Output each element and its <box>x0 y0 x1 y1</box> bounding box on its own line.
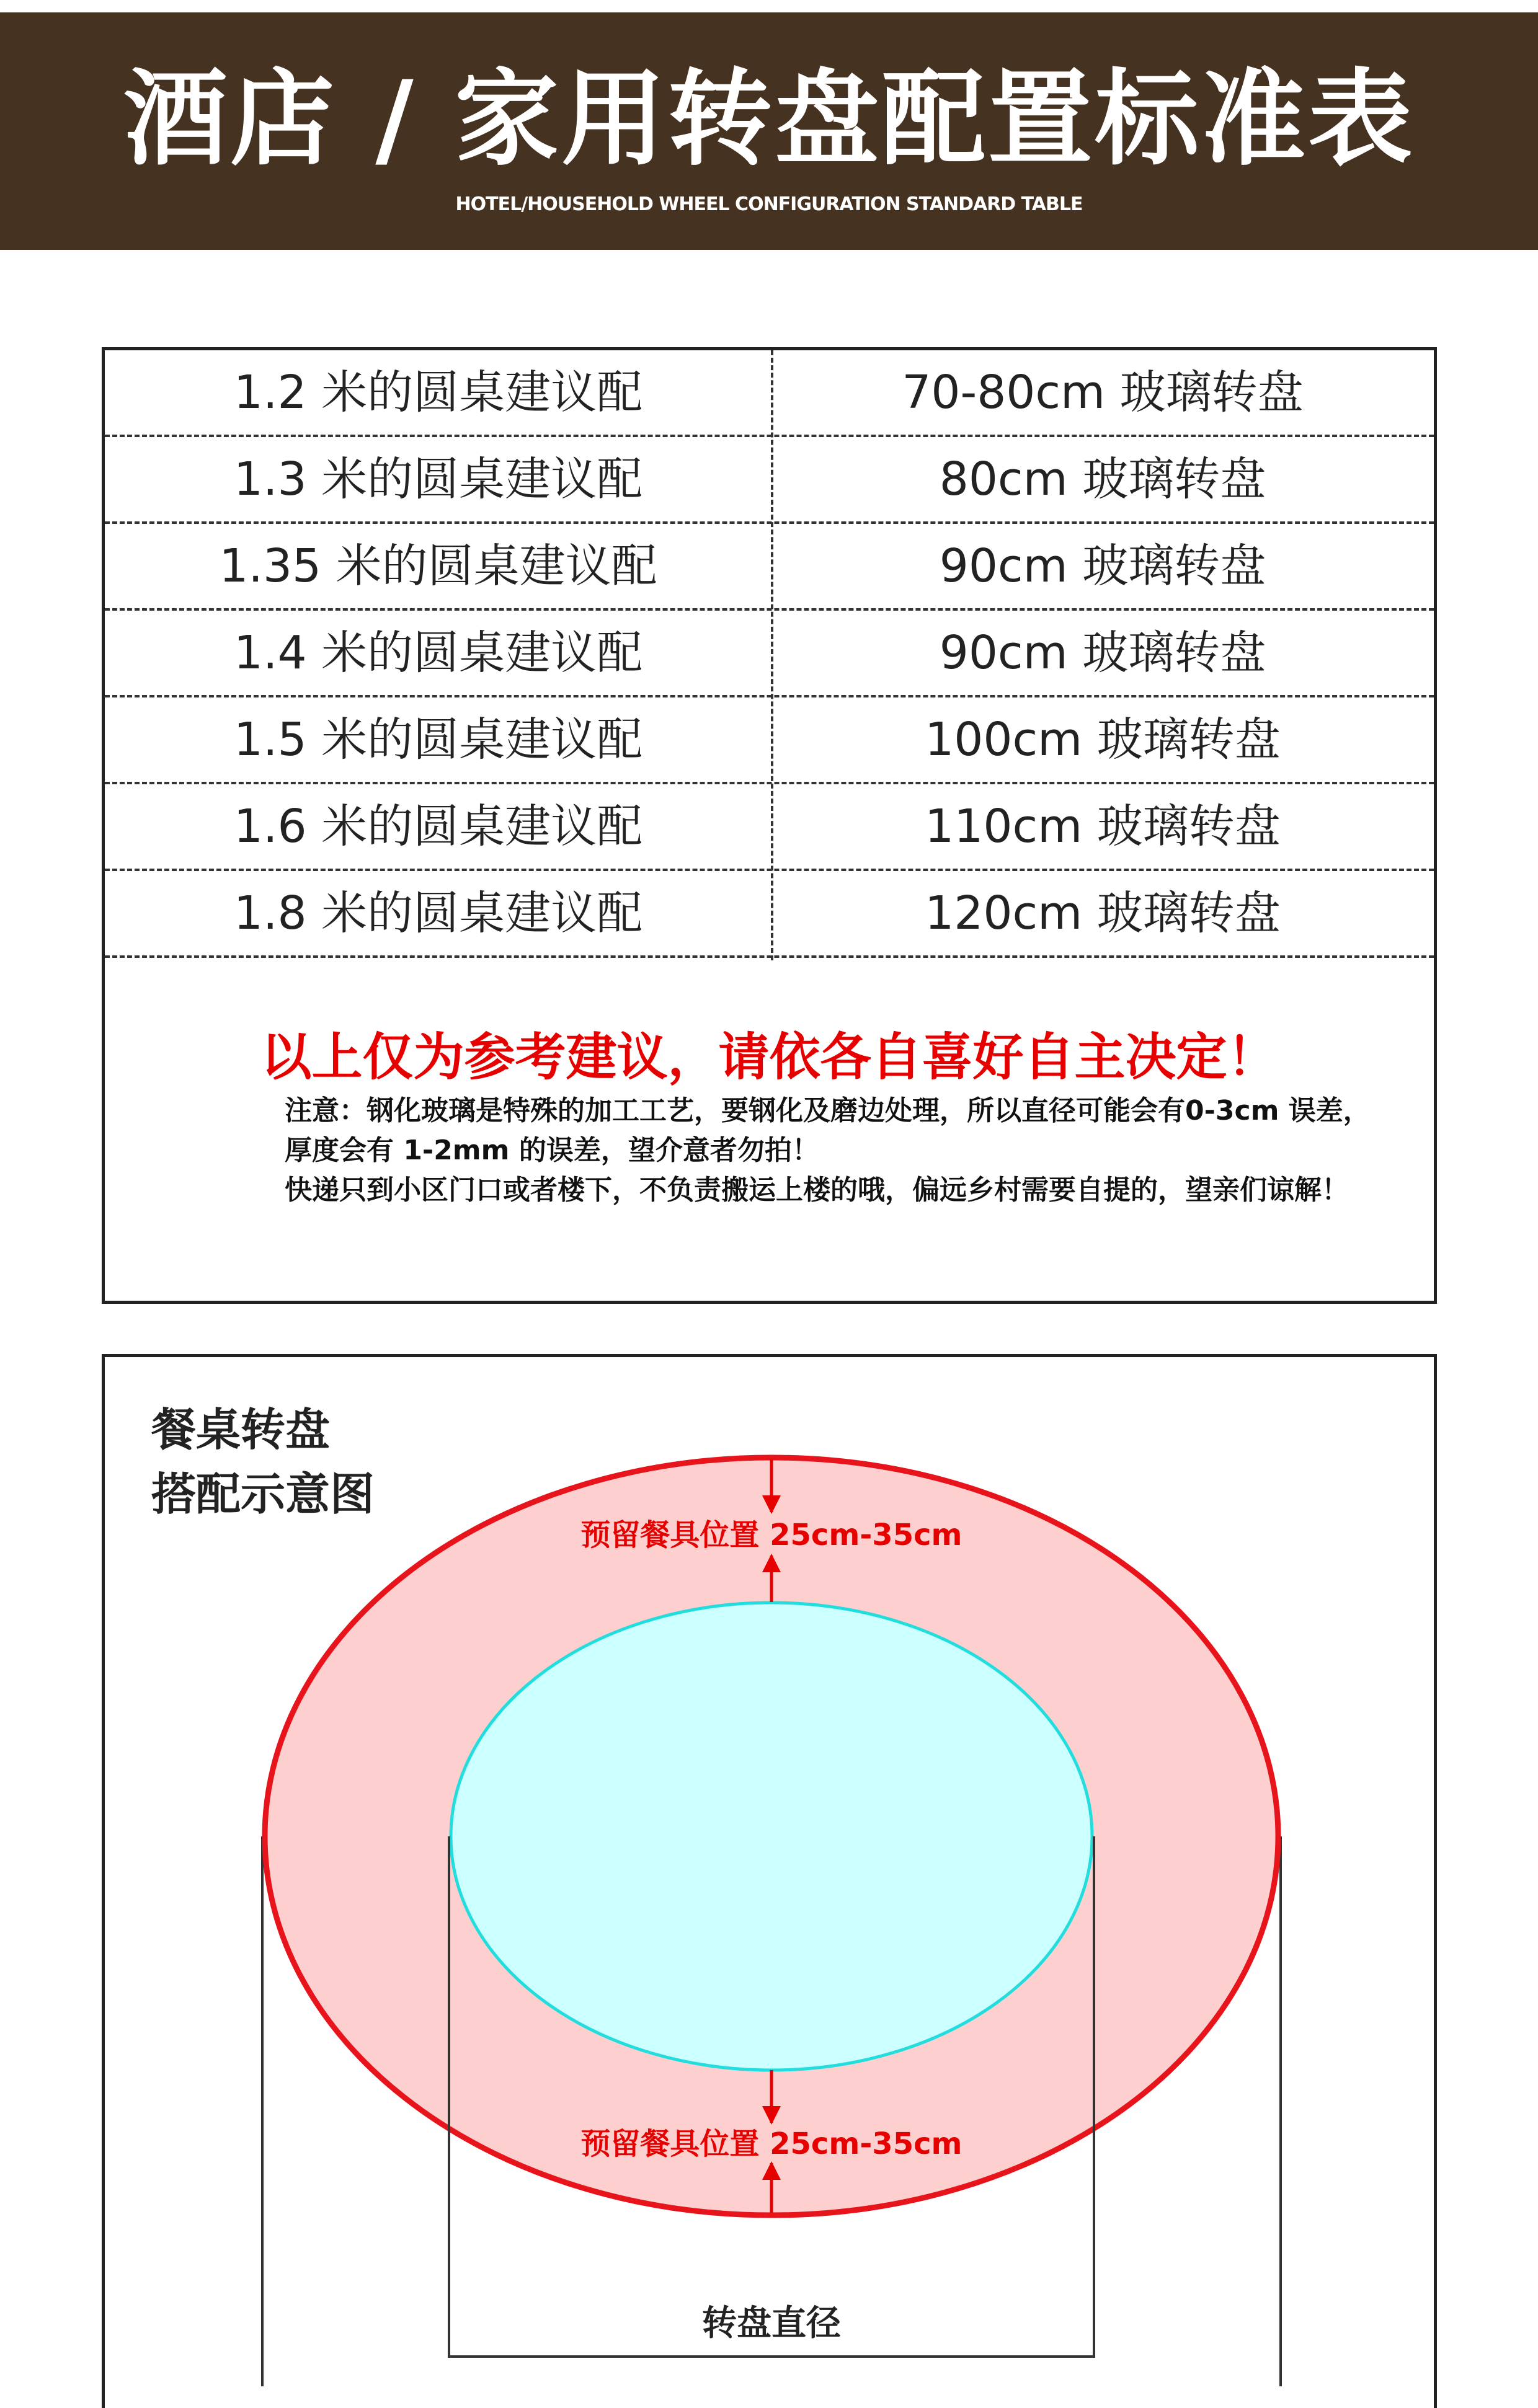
wheel-diameter-label: 转盘直径 <box>702 2303 841 2344</box>
bottom-space-label: 预留餐具位置 25cm-35cm <box>580 2127 962 2161</box>
table-row <box>105 871 1434 958</box>
note-glass-tolerance: 注意：钢化玻璃是特殊的加工工艺，要钢化及磨边处理，所以直径可能会有0-3cm 误差，厚度会有 1-2mm 的误差，望介意者勿拍！ <box>285 1095 1371 1166</box>
wheel-size-cell: 70-80cm 玻璃转盘 <box>902 366 1304 419</box>
diagram-panel <box>102 1354 1437 2408</box>
diagram-title-line2: 搭配示意图 <box>151 1468 375 1520</box>
table-row <box>105 524 1434 611</box>
notes-block <box>285 1091 1376 1210</box>
table-wheel-diagram <box>105 1357 1440 2386</box>
diagram-title-line1: 餐桌转盘 <box>151 1404 331 1456</box>
table-row <box>105 350 1434 437</box>
table-row <box>105 611 1434 697</box>
table-row <box>105 697 1434 784</box>
table-size-cell: 1.2 米的圆桌建议配 <box>233 366 643 419</box>
table-size-cell: 1.5 米的圆桌建议配 <box>233 713 643 766</box>
table-size-cell: 1.6 米的圆桌建议配 <box>233 800 643 853</box>
note-delivery: 快递只到小区门口或者楼下，不负责搬运上楼的哦，偏远乡村需要自提的，望亲们谅解！ <box>285 1174 1349 1206</box>
table-size-cell: 1.35 米的圆桌建议配 <box>219 539 657 593</box>
advice-text: 以上仅为参考建议，请依各自喜好自主决定！ <box>260 1028 1278 1087</box>
table-row <box>105 784 1434 871</box>
page-title: 酒店 / 家用转盘配置标准表 <box>123 58 1415 180</box>
top-space-label: 预留餐具位置 25cm-35cm <box>580 1518 962 1552</box>
wheel-size-cell: 80cm 玻璃转盘 <box>939 453 1266 506</box>
wheel-size-cell: 110cm 玻璃转盘 <box>925 800 1281 853</box>
table-size-cell: 1.4 米的圆桌建议配 <box>233 626 643 679</box>
turntable-ellipse <box>451 1603 1092 2070</box>
table-size-cell: 1.3 米的圆桌建议配 <box>233 453 643 506</box>
page-subtitle: HOTEL/HOUSEHOLD WHEEL CONFIGURATION STANDARD TABLE <box>455 193 1083 215</box>
wheel-size-cell: 100cm 玻璃转盘 <box>925 713 1281 766</box>
config-table <box>102 347 1437 1304</box>
wheel-size-cell: 90cm 玻璃转盘 <box>939 626 1266 679</box>
header-banner <box>0 12 1538 250</box>
wheel-size-cell: 90cm 玻璃转盘 <box>939 539 1266 593</box>
wheel-size-cell: 120cm 玻璃转盘 <box>925 887 1281 940</box>
table-row <box>105 437 1434 524</box>
table-size-cell: 1.8 米的圆桌建议配 <box>233 887 643 940</box>
